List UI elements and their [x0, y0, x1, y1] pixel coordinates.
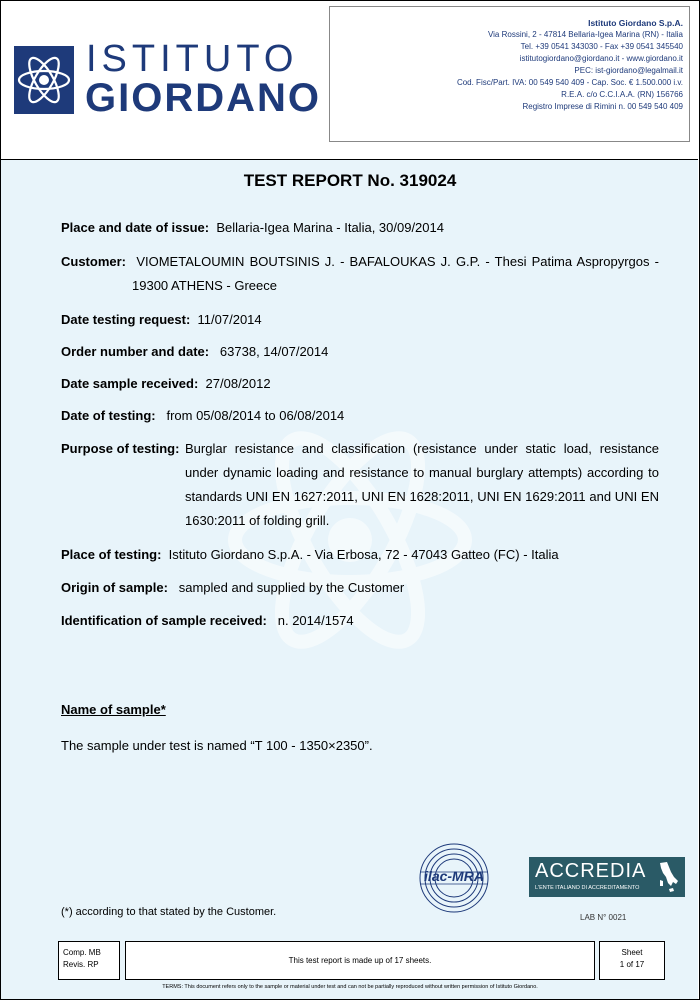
field-place-testing: [61, 543, 559, 567]
field-label: Identification of sample received:: [61, 613, 267, 628]
field-value: Istituto Giordano S.p.A. - Via Erbosa, 72 - 47043 Gatteo (FC) - Italia: [168, 547, 559, 562]
logo-wordmark-line1: ISTITUTO: [86, 38, 299, 80]
field-identification: [61, 609, 354, 633]
footer-sheet-value: 1 of 17: [619, 960, 645, 969]
letterhead: [1, 1, 698, 160]
footnote: (*) according to that stated by the Customer.: [61, 906, 277, 918]
field-label: Place of testing:: [61, 547, 162, 562]
field-label: Customer:: [61, 254, 127, 269]
field-issue: [61, 216, 444, 240]
ilac-mra-label: ilac-MRA: [424, 868, 484, 884]
contact-box: [329, 6, 690, 142]
italy-map-icon: [657, 861, 679, 893]
sample-heading: Name of sample*: [61, 702, 166, 717]
footer-sheets-note: This test report is made up of 17 sheets.: [288, 956, 432, 965]
field-value: sampled and supplied by the Customer: [178, 580, 405, 595]
logo-wordmark-line2: GIORDANO: [85, 76, 321, 120]
field-label: Origin of sample:: [61, 580, 168, 595]
contact-phone: Tel. +39 0541 343030 - Fax +39 0541 345540: [520, 42, 683, 51]
contact-pec: PEC: ist-giordano@legalmail.it: [574, 66, 683, 75]
contact-email: istitutogiordano@giordano.it - www.giordano.it: [519, 54, 683, 63]
field-value: 63738, 14/07/2014: [219, 344, 329, 359]
field-label: Purpose of testing:: [61, 441, 180, 456]
contact-tax: Cod. Fisc/Part. IVA: 00 549 540 409 - Cap. Soc. € 1.500.000 i.v.: [456, 78, 683, 87]
field-value: n. 2014/1574: [277, 613, 354, 628]
footer-revis: Revis. RP: [63, 960, 99, 969]
footer-sheet-box: [599, 941, 665, 980]
footer-comp: Comp. MB: [63, 948, 101, 957]
customer-line2: 19300 ATHENS - Greece: [132, 278, 277, 293]
accredia-logo: [529, 857, 685, 897]
footer-terms: TERMS: This document refers only to the sample or material under test and can not be partially reproduced without written permission of Istituto Giordano.: [162, 984, 538, 990]
contact-registry: Registro Imprese di Rimini n. 00 549 540 409: [522, 102, 683, 111]
field-label: Date sample received:: [61, 376, 199, 391]
atom-logo-icon: [14, 46, 74, 114]
field-value: Bellaria-Igea Marina - Italia, 30/09/2014: [216, 220, 444, 235]
field-testing-date: [61, 404, 344, 428]
footer-author-box: [58, 941, 120, 980]
field-label: Order number and date:: [61, 344, 210, 359]
field-label: Place and date of issue:: [61, 220, 210, 235]
footer-sheets-box: [125, 941, 595, 980]
accredia-subtitle: L'ENTE ITALIANO DI ACCREDITAMENTO: [535, 885, 640, 891]
field-value: 27/08/2012: [205, 376, 271, 391]
customer-line1: VIOMETALOUMIN BOUTSINIS J. - BAFALOUKAS J. G.P. - Thesi Patima Aspropyrgos -: [136, 254, 659, 269]
field-sample-received: [61, 372, 271, 396]
footer-sheet-label: Sheet: [621, 948, 643, 957]
atom-watermark-icon: [220, 380, 480, 700]
contact-lines: [457, 17, 683, 113]
accredia-title: ACCREDIA: [535, 860, 647, 882]
field-value: from 05/08/2014 to 06/08/2014: [166, 408, 345, 423]
field-origin: [61, 576, 404, 600]
sample-description: The sample under test is named “T 100 - 1350×2350”.: [61, 738, 373, 753]
field-label: Date testing request:: [61, 312, 191, 327]
lab-number: LAB N° 0021: [580, 913, 627, 922]
report-title: TEST REPORT No. 319024: [243, 171, 457, 190]
contact-rea: R.E.A. c/o C.C.I.A.A. (RN) 156766: [561, 90, 683, 99]
company-name: Istituto Giordano S.p.A.: [588, 18, 683, 28]
field-order: [61, 340, 328, 364]
contact-address: Via Rossini, 2 - 47814 Bellaria-Igea Marina (RN) - Italia: [487, 30, 683, 39]
field-customer: [61, 250, 659, 298]
purpose-text: Burglar resistance and classification (resistance under static load, resistance under dynamic loading and resistance to manual burglary attempts) according to standards UNI EN 1627:2011, UNI EN 1628:2011, UNI EN 1629:2011 and UNI EN 1630:2011 of folding grill.: [185, 441, 659, 528]
field-request-date: [61, 308, 262, 332]
field-value: 11/07/2014: [197, 312, 262, 327]
field-label: Date of testing:: [61, 408, 156, 423]
